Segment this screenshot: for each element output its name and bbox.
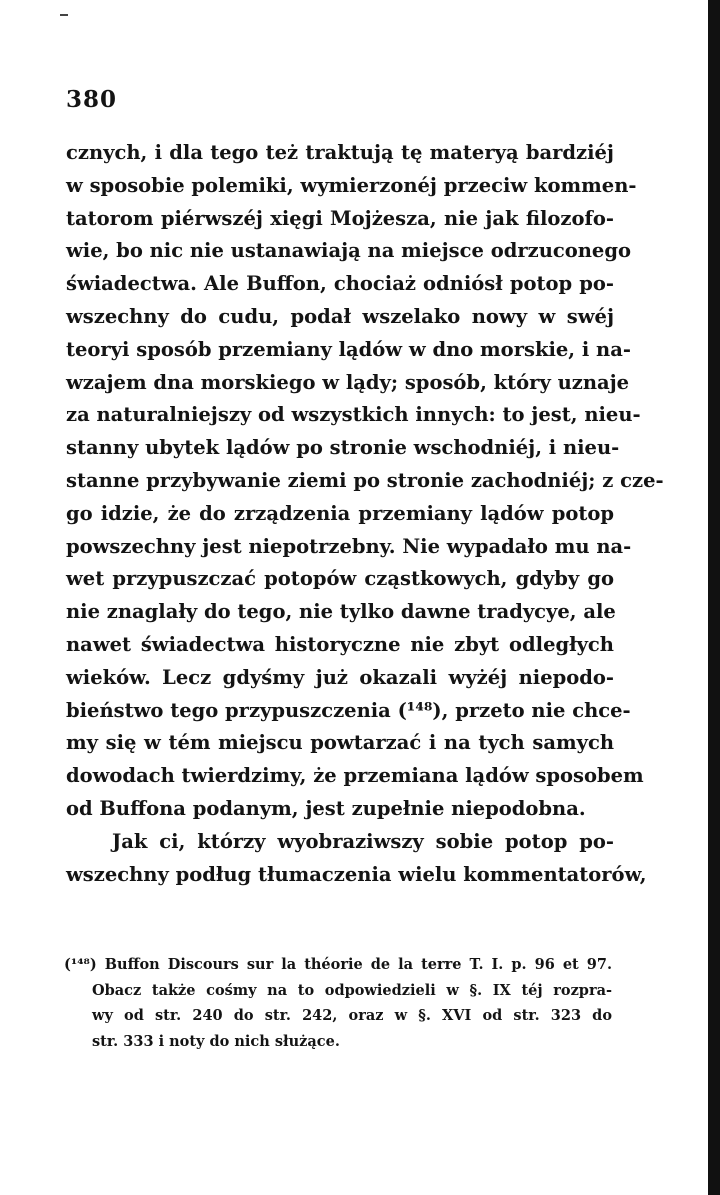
- text-line: wieków. Lecz gdyśmy już okazali wyżéj niepodo-: [66, 665, 614, 689]
- footnote-line: wy od str. 240 do str. 242, oraz w §. XVI od str. 323 do: [92, 1007, 612, 1024]
- text-line: go idzie, że do zrządzenia przemiany lądów potop: [66, 501, 614, 525]
- page-number: 380: [66, 86, 118, 113]
- text-line: cznych, i dla tego też traktują tę materyą bardziéj: [66, 141, 614, 164]
- text-line: stanny ubytek lądów po stronie wschodniéj, i nieu-: [66, 436, 620, 460]
- text-line: powszechny jest niepotrzebny. Nie wypadało mu na-: [66, 534, 632, 558]
- text-line: tatorom piérwszéj xięgi Mojżesza, nie jak filozofo-: [66, 206, 614, 230]
- footnote-line: str. 333 i noty do nich służące.: [92, 1032, 340, 1050]
- text-line: bieństwo tego przypuszczenia (¹⁴⁸), przeto nie chce-: [66, 698, 631, 722]
- edge-mark: [60, 14, 68, 16]
- text-line: wie, bo nic nie ustanawiają na miejsce odrzuconego: [66, 239, 631, 263]
- footnote-line: Obacz także cośmy na to odpowiedzieli w §. IX téj rozpra-: [92, 981, 612, 999]
- text-line: my się w tém miejscu powtarzać i na tych samych: [66, 731, 614, 755]
- text-line: świadectwa. Ale Buffon, chociaż odniósł potop po-: [66, 272, 614, 296]
- text-line: w sposobie polemiki, wymierzonéj przeciw kommen-: [66, 173, 637, 197]
- text-line: za naturalniejszy od wszystkich innych: to jest, nieu-: [66, 403, 641, 427]
- text-line: od Buffona podanym, jest zupełnie niepodobna.: [66, 796, 586, 820]
- footnote-line: (¹⁴⁸) Buffon Discours sur la théorie de la terre T. I. p. 96 et 97.: [64, 956, 612, 973]
- footnote: [64, 952, 612, 1054]
- text-line: wszechny do cudu, podał wszelako nowy w swéj: [66, 304, 614, 328]
- page-edge-shadow: [708, 0, 720, 1195]
- text-line: nawet świadectwa historyczne nie zbyt odległych: [66, 632, 614, 656]
- text-line: teoryi sposób przemiany lądów w dno morskie, i na-: [66, 337, 631, 361]
- text-line: wet przypuszczać potopów cząstkowych, gdyby go: [66, 567, 614, 591]
- text-line: dowodach twierdzimy, że przemiana lądów sposobem: [66, 764, 644, 788]
- text-line: wzajem dna morskiego w lądy; sposób, który uznaje: [66, 370, 630, 394]
- text-line: wszechny podług tłumaczenia wielu kommentatorów,: [66, 862, 647, 886]
- text-line: stanne przybywanie ziemi po stronie zachodniéj; z cze-: [66, 468, 664, 492]
- text-line: Jak ci, którzy wyobraziwszy sobie potop po-: [112, 829, 614, 853]
- main-text: [66, 137, 664, 891]
- text-line: nie znaglały do tego, nie tylko dawne tradycye, ale: [66, 600, 616, 624]
